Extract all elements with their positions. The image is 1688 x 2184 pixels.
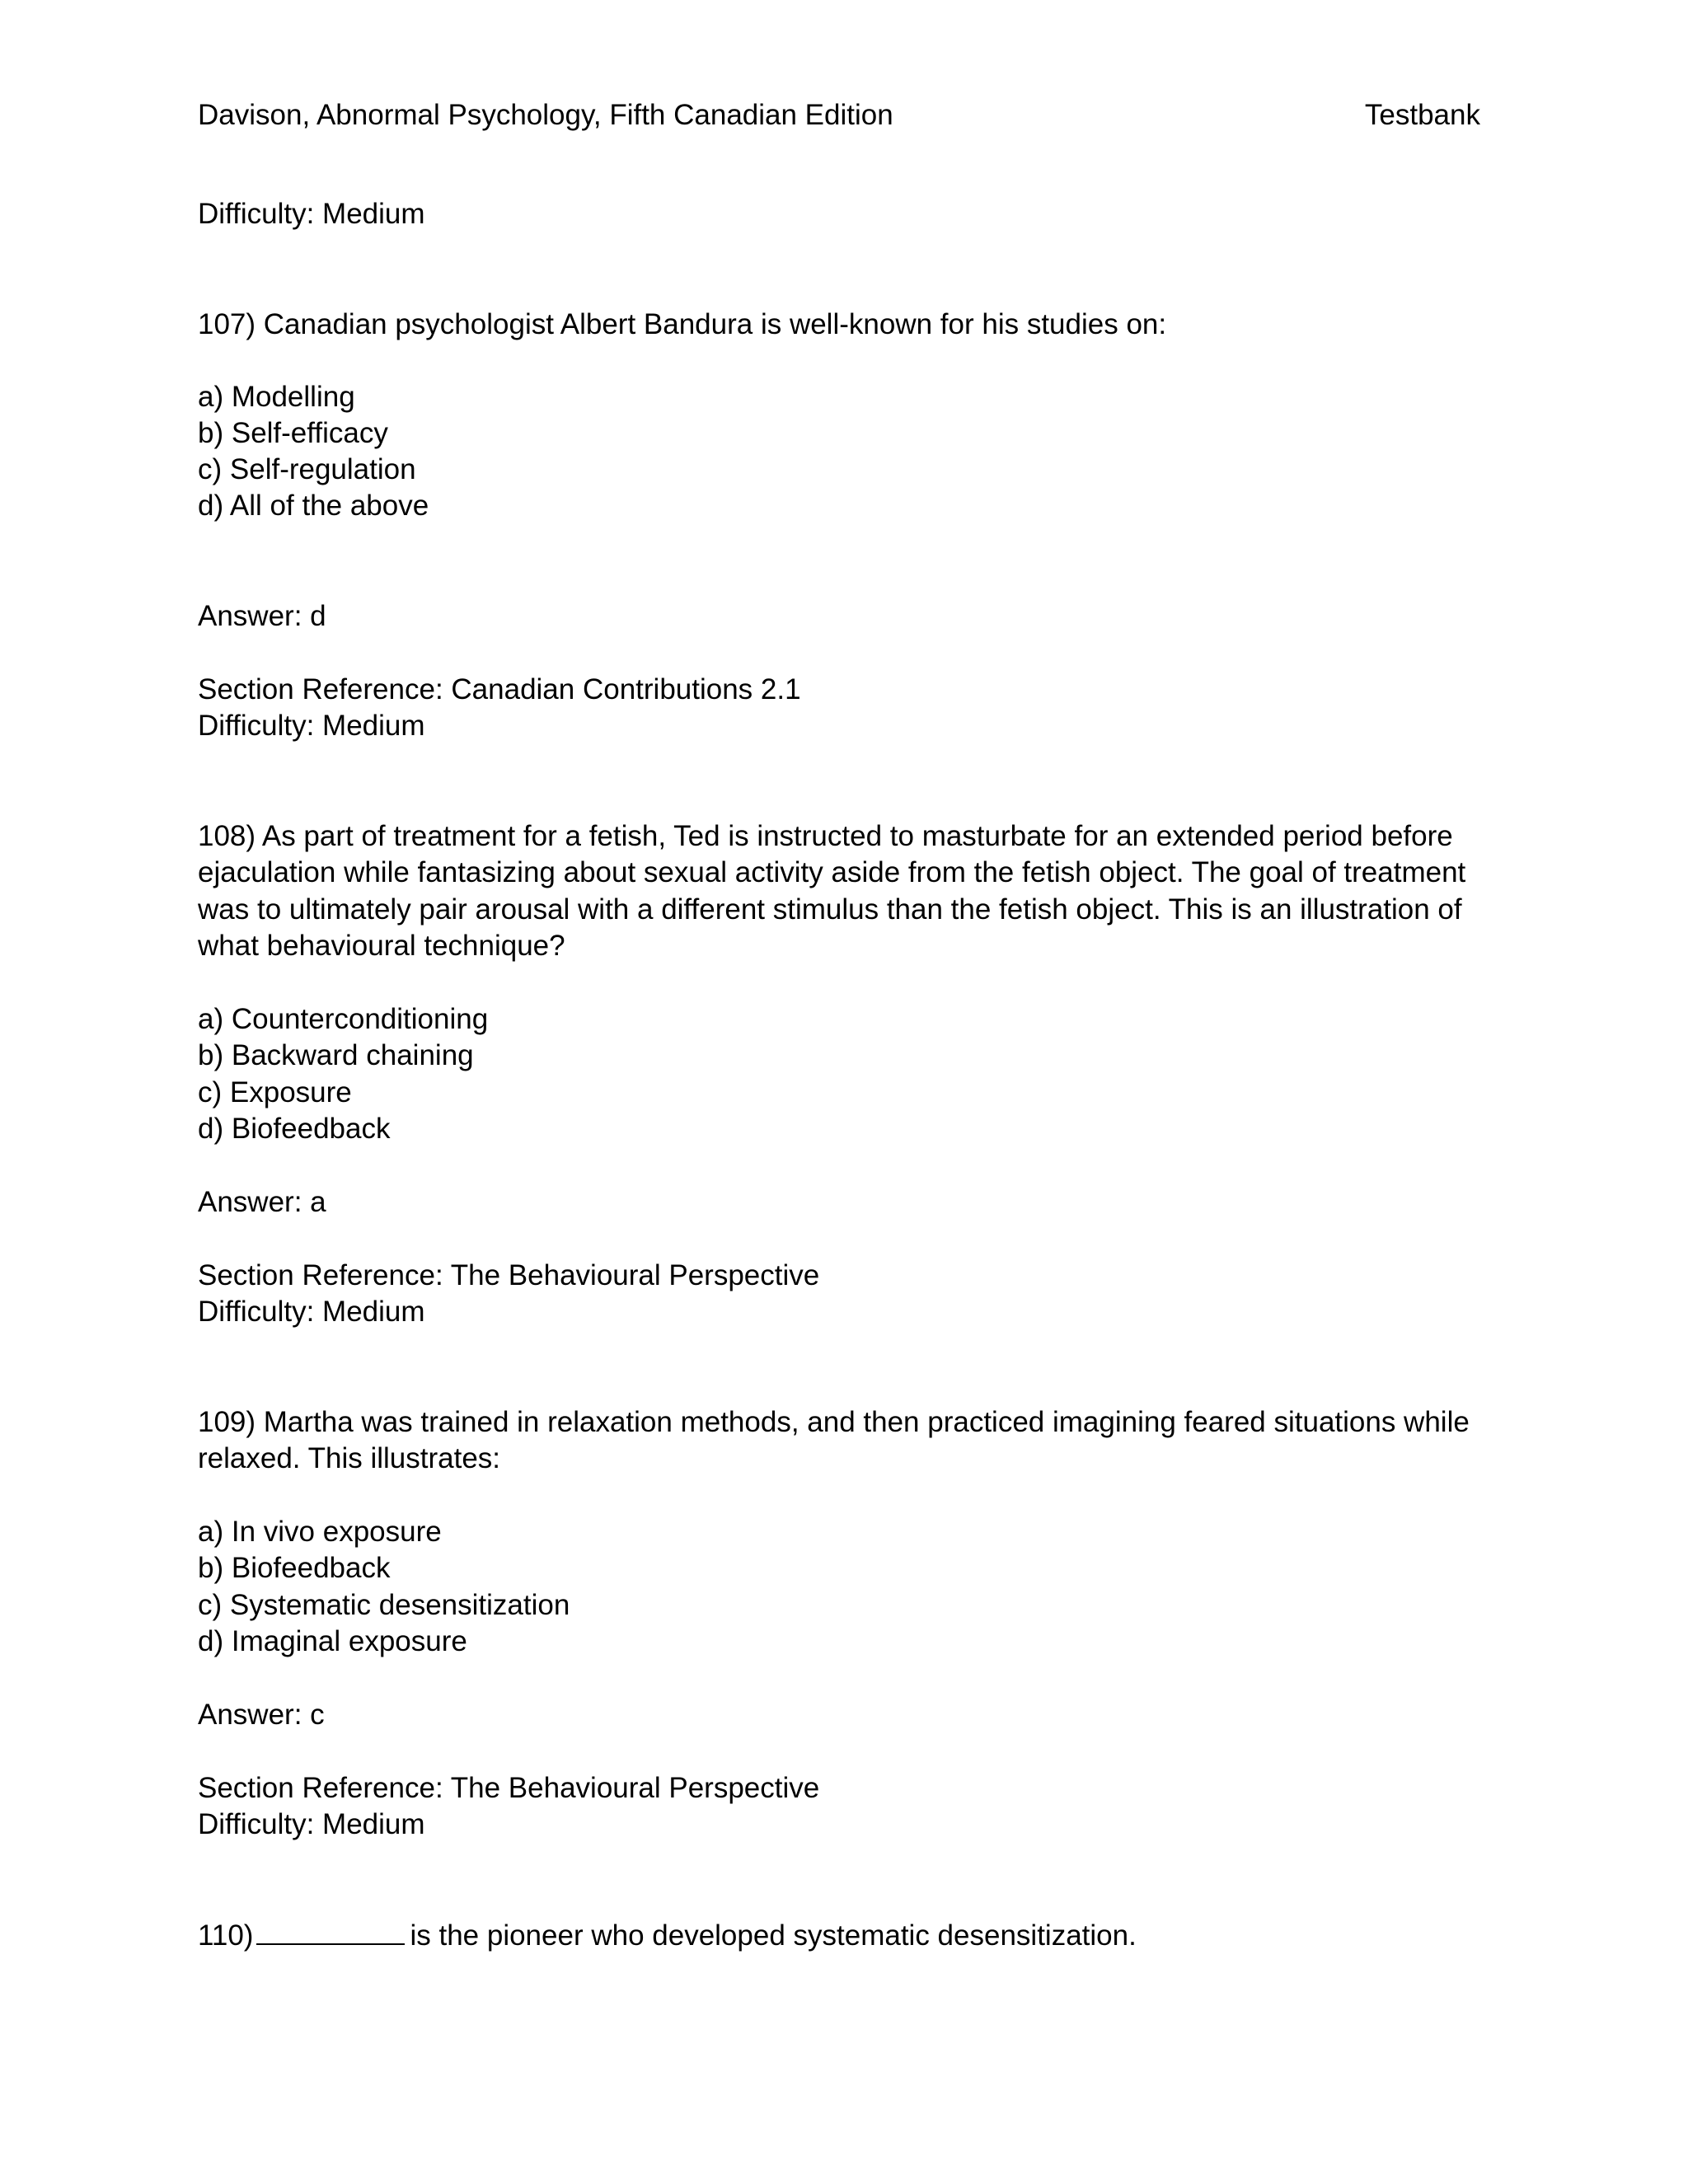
question-108-line-3: was to ultimately pair arousal with a different stimulus than the fetish object. This is an illustration of <box>198 893 1462 926</box>
question-110-number: 110) <box>198 1919 254 1952</box>
option-109-a: a) In vivo exposure <box>198 1516 442 1548</box>
option-107-b: b) Self-efficacy <box>198 417 388 449</box>
question-110 <box>198 1917 1137 1954</box>
answer-109: Answer: c <box>198 1699 325 1731</box>
difficulty-label: Difficulty: Medium <box>198 198 425 230</box>
question-108-line-4: what behavioural technique? <box>198 930 565 962</box>
question-107: 107) Canadian psychologist Albert Bandura is well-known for his studies on: <box>198 308 1167 340</box>
question-109-line-1: 109) Martha was trained in relaxation methods, and then practiced imagining feared situations while <box>198 1406 1470 1438</box>
section-reference-108: Section Reference: The Behavioural Perspective <box>198 1259 820 1291</box>
fill-in-blank <box>256 1917 405 1945</box>
option-109-d: d) Imaginal exposure <box>198 1625 467 1657</box>
header-title: Davison, Abnormal Psychology, Fifth Canadian Edition <box>198 99 893 131</box>
difficulty-108: Difficulty: Medium <box>198 1296 425 1328</box>
question-108-line-1: 108) As part of treatment for a fetish, Ted is instructed to masturbate for an extended period before <box>198 820 1453 852</box>
option-109-c: c) Systematic desensitization <box>198 1589 570 1621</box>
answer-108: Answer: a <box>198 1186 326 1218</box>
option-107-d: d) All of the above <box>198 490 429 522</box>
option-108-b: b) Backward chaining <box>198 1039 474 1071</box>
option-108-d: d) Biofeedback <box>198 1113 391 1145</box>
difficulty-109: Difficulty: Medium <box>198 1808 425 1840</box>
difficulty-107: Difficulty: Medium <box>198 710 425 742</box>
answer-107: Answer: d <box>198 600 326 632</box>
question-110-text: is the pioneer who developed systematic desensitization. <box>410 1919 1137 1952</box>
question-109-line-2: relaxed. This illustrates: <box>198 1442 501 1474</box>
option-108-c: c) Exposure <box>198 1076 352 1108</box>
option-107-c: c) Self-regulation <box>198 453 416 485</box>
header-testbank-label: Testbank <box>1364 99 1480 131</box>
section-reference-107: Section Reference: Canadian Contributions 2.1 <box>198 673 801 705</box>
question-108-line-2: ejaculation while fantasizing about sexual activity aside from the fetish object. The goal of treatment <box>198 856 1466 888</box>
option-109-b: b) Biofeedback <box>198 1552 391 1584</box>
option-107-a: a) Modelling <box>198 381 355 413</box>
option-108-a: a) Counterconditioning <box>198 1003 489 1035</box>
section-reference-109: Section Reference: The Behavioural Perspective <box>198 1772 820 1804</box>
